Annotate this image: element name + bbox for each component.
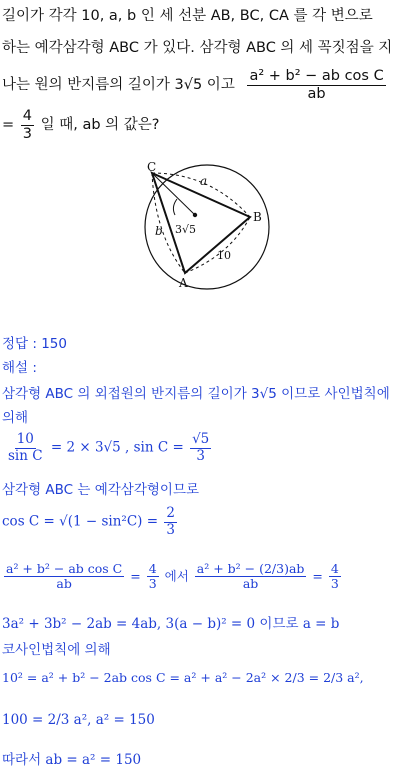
solution-step-9: 100 = 2/3 a², a² = 150 xyxy=(2,712,155,728)
step4-lhs: cos C = √(1 − sin²C) = xyxy=(2,513,159,530)
problem-line-3 xyxy=(2,68,388,102)
step5-eq-1: = xyxy=(130,568,141,584)
solution-step-7: 코사인법칙에 의해 xyxy=(2,642,111,658)
problem-line-4 xyxy=(2,108,159,142)
step2-numerator-2: √5 xyxy=(192,431,210,447)
solution-step-3: 삼각형 ABC 는 예각삼각형이므로 xyxy=(2,482,200,498)
step5-mid: 에서 xyxy=(164,568,189,584)
step5-denominator-4: 3 xyxy=(330,576,339,592)
step4-fraction xyxy=(164,506,177,538)
step2-denominator: sin C xyxy=(8,447,43,464)
label-a-side: a xyxy=(200,174,208,188)
step2-numerator: 10 xyxy=(16,431,34,447)
solution-step-4 xyxy=(2,506,179,538)
answer-label: 정답 : 150 xyxy=(2,336,67,352)
step5-eq-2: = xyxy=(312,568,323,584)
step5-denominator-3: ab xyxy=(242,576,259,592)
problem-fraction-numerator: a² + b² − ab cos C xyxy=(249,68,384,84)
step5-numerator-2: 4 xyxy=(148,561,157,576)
label-c: C xyxy=(147,160,157,174)
center-point xyxy=(193,213,197,217)
step2-fraction xyxy=(6,432,45,464)
step5-denominator-2: 3 xyxy=(148,576,157,592)
label-10: 10 xyxy=(217,249,231,262)
problem-fraction xyxy=(247,68,385,102)
radius-brace xyxy=(173,199,177,215)
step2-fraction-2 xyxy=(190,432,211,464)
solution-step-10: 따라서 ab = a² = 150 xyxy=(2,752,142,768)
solution-step-1: 삼각형 ABC 의 외접원의 반지름의 길이가 3√5 이므로 사인법칙에 xyxy=(2,386,390,402)
solution-step-6: 3a² + 3b² − 2ab = 4ab, 3(a − b)² = 0 이므로 a = b xyxy=(2,616,340,632)
solution-step-8: 10² = a² + b² − 2ab cos C = a² + a² − 2a² × 2/3 = 2/3 a², xyxy=(2,670,364,685)
four-thirds-denominator: 3 xyxy=(22,125,32,142)
solution-step-1b: 의해 xyxy=(2,410,29,426)
problem-line-2: 하는 예각삼각형 ABC 가 있다. 삼각형 ABC 의 세 꼭짓점을 지 xyxy=(2,40,393,56)
circle-triangle-figure xyxy=(135,155,275,295)
step4-denominator: 3 xyxy=(166,521,175,538)
solution-step-2 xyxy=(4,432,213,464)
problem-line-3-text: 나는 원의 반지름의 길이가 3√5 이고 xyxy=(2,77,235,94)
label-radius: 3√5 xyxy=(175,223,197,236)
label-b-side: b xyxy=(155,224,163,238)
explain-label: 해설 : xyxy=(2,360,37,376)
problem-fraction-denominator: ab xyxy=(307,85,326,102)
problem-equals: = xyxy=(2,117,15,134)
step5-fraction-2 xyxy=(147,562,159,592)
label-b-vertex: B xyxy=(253,210,262,224)
step5-numerator-4: 4 xyxy=(330,561,339,576)
step5-denominator-1: ab xyxy=(56,576,72,592)
step5-fraction-1 xyxy=(4,562,124,592)
four-thirds-numerator: 4 xyxy=(22,108,32,124)
problem-question: 일 때, ab 의 값은? xyxy=(40,117,160,134)
step5-fraction-3 xyxy=(195,562,307,592)
problem-four-thirds xyxy=(21,108,34,142)
step2-denominator-2: 3 xyxy=(196,447,205,464)
label-a-vertex: A xyxy=(179,276,188,290)
step5-fraction-4 xyxy=(329,562,341,592)
problem-line-1: 길이가 각각 10, a, b 인 세 선분 AB, BC, CA 를 각 변으로 xyxy=(2,8,373,24)
step5-numerator-3: a² + b² − (2/3)ab xyxy=(196,561,305,576)
step2-rest: = 2 × 3√5 , sin C = xyxy=(50,439,184,456)
step5-numerator-1: a² + b² − ab cos C xyxy=(6,561,123,576)
solution-step-5 xyxy=(2,562,343,592)
step4-numerator: 2 xyxy=(166,505,175,521)
